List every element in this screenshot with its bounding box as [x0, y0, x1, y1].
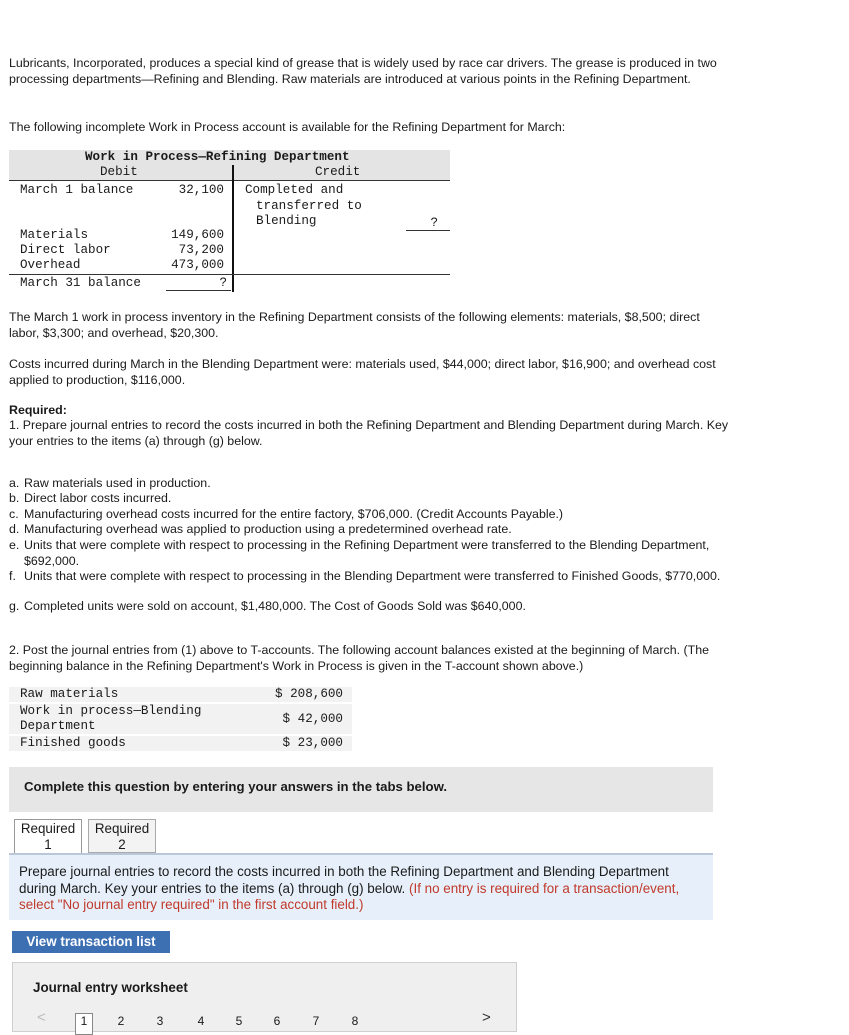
- list-item: g. Completed units were sold on account, $1,480,000. The Cost of Goods Sold was $640,000.: [9, 599, 526, 613]
- tab-required-1[interactable]: Required 1: [14, 819, 82, 853]
- requirement-2: 2. Post the journal entries from (1) above to T-accounts. The following account balances existed at the beginning of March. (The beginning balance in the Refining Department's Work in Process is given in the T-account shown above.): [9, 643, 710, 673]
- list-item: e. Units that were complete with respect to processing in the Refining Department were transferred to the Blending Department, $692,000.: [9, 538, 710, 568]
- t-account-center-line: [232, 165, 234, 292]
- required-heading: Required:: [9, 403, 67, 417]
- page-8[interactable]: 8: [351, 1014, 359, 1028]
- page-6[interactable]: 6: [273, 1014, 281, 1028]
- list-item: a. Raw materials used in production.: [9, 476, 211, 490]
- credit-amount-unknown: ?: [406, 216, 450, 231]
- prev-page-icon[interactable]: <: [37, 1009, 46, 1026]
- ending-balance-label: March 31 balance: [20, 276, 141, 290]
- tab-instructions-panel: [9, 855, 713, 920]
- list-item: f. Units that were complete with respect to processing in the Blending Department were transferred to Finished Goods, $770,000.: [9, 569, 721, 583]
- intro-paragraph-2: The following incomplete Work in Process account is available for the Refining Department for March:: [9, 120, 566, 134]
- materials-label: Materials: [20, 228, 89, 242]
- view-transaction-list-button[interactable]: View transaction list: [12, 931, 170, 953]
- direct-labor-amount: 73,200: [178, 243, 224, 257]
- table-row: Work in process—Blending Department $ 42,000: [9, 704, 352, 734]
- page-3[interactable]: 3: [156, 1014, 164, 1028]
- page-1[interactable]: 1: [75, 1013, 93, 1035]
- beginning-balances-table: [9, 687, 352, 753]
- tab-required-2[interactable]: Required 2: [88, 819, 156, 853]
- wip-composition-paragraph: The March 1 work in process inventory in the Refining Department consists of the following elements: materials, $8,500; direct labor, $3,300; and overhead, $20,300.: [9, 310, 700, 340]
- t-account-credit-header: Credit: [315, 165, 361, 179]
- materials-amount: 149,600: [171, 228, 224, 242]
- panel-text: Prepare journal entries to record the costs incurred in both the Refining Department and Blending Department during March. Key your entries to the items (a) through (g) below.: [19, 864, 669, 896]
- list-item: c. Manufacturing overhead costs incurred for the entire factory, $706,000. (Credit Accounts Payable.): [9, 507, 564, 521]
- instruction-banner: [9, 767, 713, 812]
- direct-labor-label: Direct labor: [20, 243, 111, 257]
- instruction-text: Complete this question by entering your answers in the tabs below.: [24, 779, 448, 794]
- next-page-icon[interactable]: >: [482, 1009, 491, 1026]
- table-row: Finished goods $ 23,000: [9, 736, 352, 751]
- t-account-divider: [9, 180, 450, 181]
- requirement-1: 1. Prepare journal entries to record the costs incurred in both the Refining Department and Blending Department during March. Key your entries to the items (a) through (g) below.: [9, 418, 729, 448]
- table-row: Raw materials $ 208,600: [9, 687, 352, 702]
- beginning-balance-amount: 32,100: [178, 183, 224, 197]
- credit-description: Completed and transferred to Blending: [245, 183, 362, 228]
- page-7[interactable]: 7: [312, 1014, 320, 1028]
- t-account-title: Work in Process—Refining Department: [85, 150, 350, 164]
- blending-costs-paragraph: Costs incurred during March in the Blending Department were: materials used, $44,000; direct labor, $16,900; and overhead cost applied to production, $116,000.: [9, 357, 716, 387]
- t-account-refining: [9, 150, 450, 292]
- list-item: b. Direct labor costs incurred.: [9, 491, 172, 505]
- page-2[interactable]: 2: [117, 1014, 125, 1028]
- beginning-balance-label: March 1 balance: [20, 183, 134, 197]
- journal-entry-worksheet: [12, 962, 517, 1032]
- t-account-debit-header: Debit: [100, 165, 138, 179]
- overhead-label: Overhead: [20, 258, 81, 272]
- intro-paragraph: Lubricants, Incorporated, produces a special kind of grease that is widely used by race car drivers. The grease is produced in two processing departments—Refining and Blending. Raw materials are introduced at various points in the Refining Department.: [9, 56, 717, 86]
- page-5[interactable]: 5: [235, 1014, 243, 1028]
- ending-balance-unknown: ?: [166, 276, 231, 291]
- t-account-total-rule: [9, 274, 450, 275]
- page-4[interactable]: 4: [197, 1014, 205, 1028]
- panel-note: (If no entry is required for a transaction/event, select "No journal entry required" in the first account field.): [19, 880, 680, 912]
- list-item: d. Manufacturing overhead was applied to production using a predetermined overhead rate.: [9, 522, 512, 536]
- worksheet-title: Journal entry worksheet: [33, 980, 188, 995]
- overhead-amount: 473,000: [171, 258, 224, 272]
